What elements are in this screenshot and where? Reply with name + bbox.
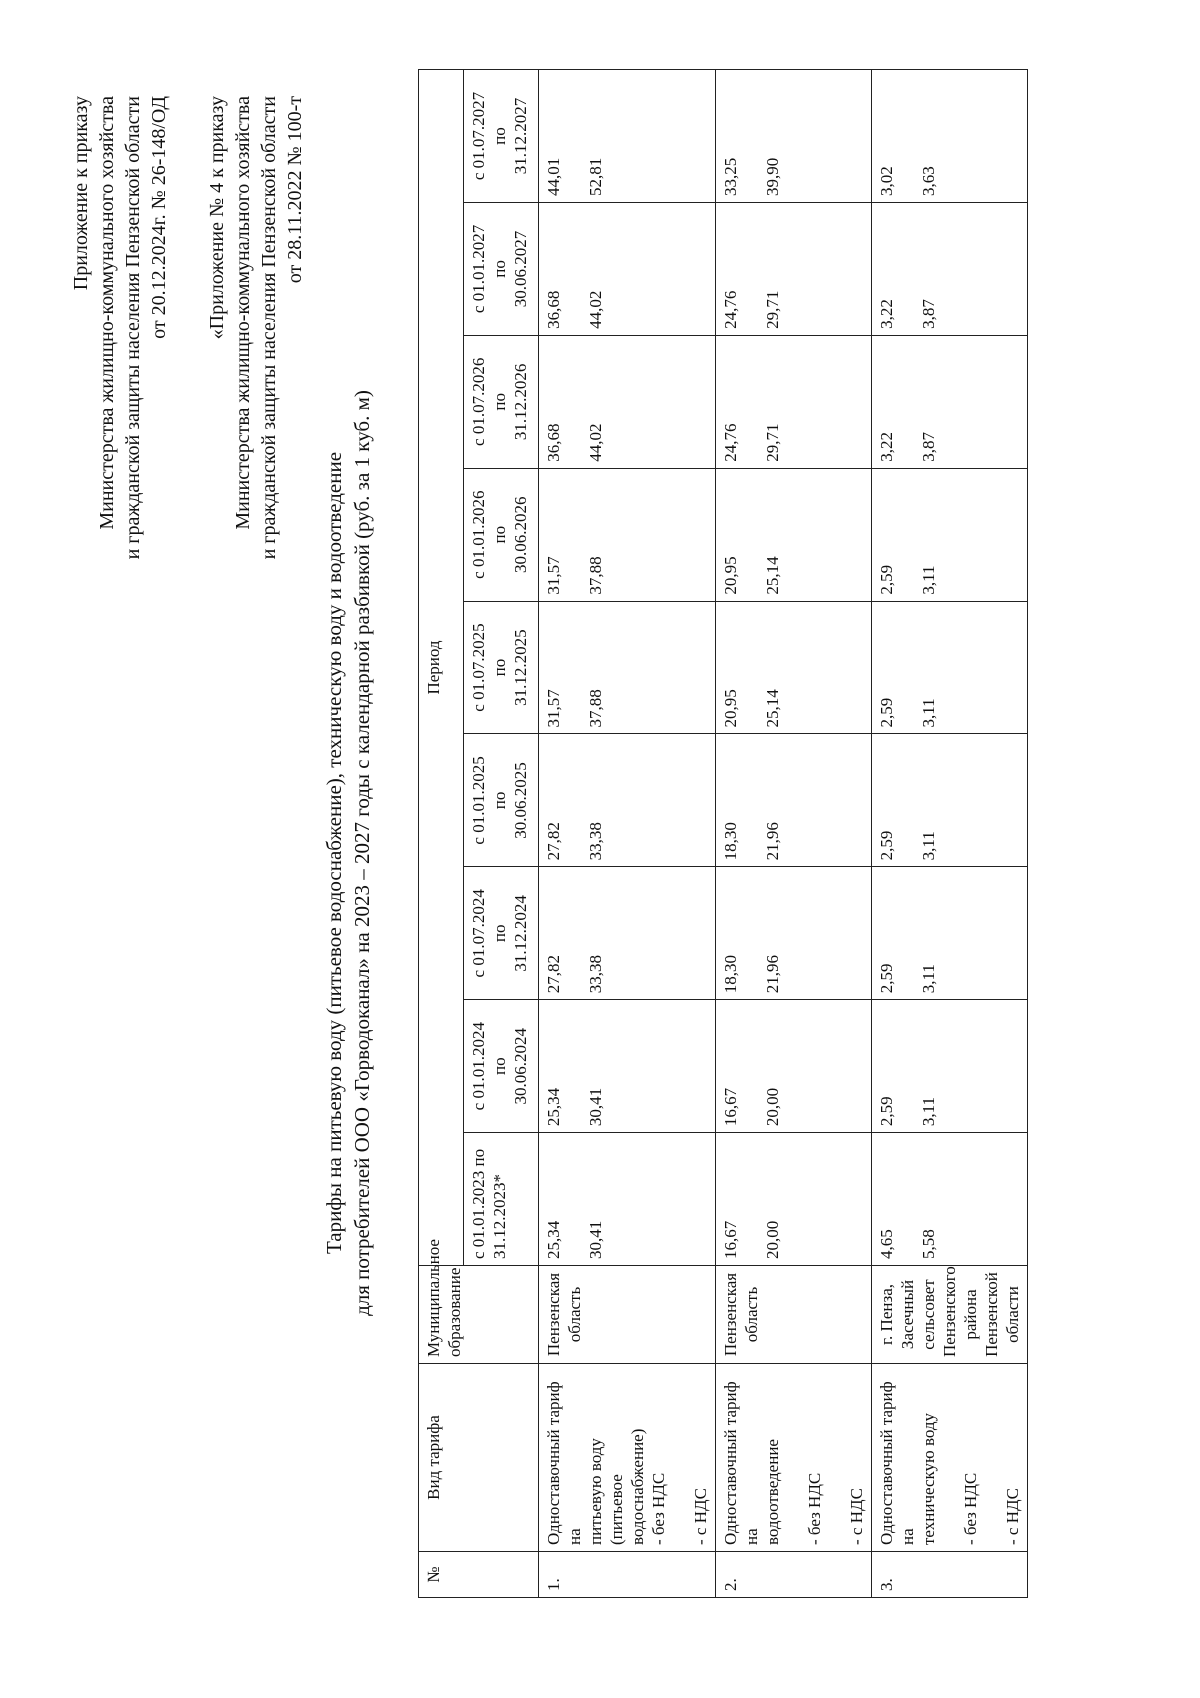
- spacer: [897, 342, 918, 462]
- value-with-vat: 20,00: [763, 1220, 782, 1259]
- tariff-type-line: Одноставочный тариф на: [721, 1381, 761, 1545]
- period-label-line: с 01.01.2025: [469, 756, 488, 845]
- municipality-cell: [716, 1266, 872, 1364]
- spacer: [897, 1139, 918, 1259]
- value-without-vat: 3,22: [877, 299, 896, 329]
- tariff-value-cell: [539, 468, 716, 601]
- municipality-cell: [872, 1266, 1028, 1364]
- value-with-vat: 30,41: [586, 1220, 605, 1259]
- appendix-line: Приложение к приказу: [70, 96, 92, 291]
- value-with-vat: 44,02: [586, 423, 605, 462]
- tariff-value-cell: [539, 1000, 716, 1133]
- appendix-header: [68, 96, 172, 559]
- spacer: [564, 1139, 585, 1259]
- tariff-type-line: водоотведение: [763, 1439, 782, 1545]
- value-without-vat: 33,25: [721, 157, 740, 196]
- tariff-value-cell: [539, 70, 716, 203]
- value-with-vat: 30,41: [586, 1087, 605, 1127]
- value-without-vat: 4,65: [877, 1229, 896, 1259]
- tariff-value-cell: [539, 867, 716, 1000]
- table-row: [716, 70, 872, 1598]
- value-without-vat: 16,67: [721, 1220, 740, 1259]
- period-label-line: по: [490, 924, 509, 943]
- value-with-vat: 39,90: [763, 157, 782, 196]
- tariff-value-cell: [872, 335, 1028, 468]
- tariff-value-cell: [872, 1000, 1028, 1133]
- with-vat-label: - с НДС: [847, 1488, 866, 1545]
- period-label-line: по: [490, 260, 509, 278]
- period-label-line: с 01.01.2024: [469, 1022, 488, 1111]
- period-label-line: 30.06.2026: [511, 496, 530, 573]
- tariff-value-cell: [872, 867, 1028, 1000]
- tariff-value-cell: [872, 203, 1028, 336]
- municipality-line: района: [961, 1289, 980, 1340]
- header-number: №: [419, 1552, 539, 1598]
- municipality-line: Пензенская: [721, 1272, 740, 1357]
- value-without-vat: 31,57: [544, 556, 563, 595]
- value-without-vat: 3,02: [877, 166, 896, 196]
- appendix-line: и гражданской защиты населения Пензенской области: [122, 96, 144, 560]
- spacer: [564, 342, 585, 462]
- value-with-vat: 21,96: [763, 955, 782, 994]
- title-line: Тарифы на питьевую воду (питьевое водоснабжение), техническую воду и водоотведение: [322, 451, 346, 1255]
- municipality-line: г. Пенза,: [877, 1284, 896, 1345]
- period-header-cell: [464, 1000, 539, 1133]
- value-without-vat: 3,22: [877, 432, 896, 462]
- period-label-line: с 01.01.2023 по: [469, 1148, 488, 1259]
- tariff-value-cell: [539, 734, 716, 867]
- municipality-line: Пензенская: [544, 1272, 563, 1357]
- period-label-line: 31.12.2026: [511, 363, 530, 441]
- tariff-value-cell: [716, 1000, 872, 1133]
- municipality-line: сельсовет: [919, 1279, 938, 1350]
- tariff-value-cell: [539, 1133, 716, 1266]
- value-without-vat: 27,82: [544, 955, 563, 994]
- tariff-value-cell: [716, 70, 872, 203]
- value-without-vat: 20,95: [721, 689, 740, 728]
- tariff-type-line: Одноставочный тариф на: [544, 1381, 584, 1545]
- period-label-line: 31.12.2024: [511, 895, 530, 972]
- table-row: [872, 70, 1028, 1598]
- value-with-vat: 3,87: [919, 432, 938, 462]
- value-with-vat: 33,38: [586, 955, 605, 994]
- value-with-vat: 52,81: [586, 157, 605, 196]
- spacer: [564, 1006, 585, 1126]
- tariff-value-cell: [872, 1133, 1028, 1266]
- period-label-line: по: [490, 658, 509, 677]
- spacer: [564, 873, 585, 993]
- tariff-type-cell: [872, 1364, 1028, 1552]
- tariff-value-cell: [872, 468, 1028, 601]
- spacer: [741, 209, 762, 329]
- tariff-type-line: питьевую воду (питьевое: [586, 1438, 626, 1545]
- period-label-line: 31.12.2023*: [490, 1174, 509, 1259]
- spacer: [564, 741, 585, 861]
- spacer: [741, 1006, 762, 1126]
- appendix-line: от 20.12.2024г. № 26-148/ОД: [148, 96, 170, 339]
- header-tariff-type: Вид тарифа: [419, 1364, 539, 1552]
- spacer: [825, 1370, 846, 1545]
- period-label-line: 30.06.2025: [511, 762, 530, 839]
- spacer: [669, 1370, 690, 1545]
- spacer: [897, 209, 918, 329]
- tariff-value-cell: [716, 203, 872, 336]
- spacer: [741, 608, 762, 728]
- period-label-line: по: [490, 393, 509, 411]
- tariff-value-cell: [716, 867, 872, 1000]
- document-title: [320, 88, 376, 1618]
- value-with-vat: 29,71: [763, 423, 782, 462]
- spacer: [897, 1006, 918, 1126]
- value-with-vat: 37,88: [586, 689, 605, 728]
- spacer: [741, 342, 762, 462]
- value-with-vat: 25,14: [763, 689, 782, 728]
- spacer: [897, 873, 918, 993]
- municipality-line: области: [1003, 1286, 1022, 1343]
- value-without-vat: 24,76: [721, 423, 740, 462]
- period-label-line: с 01.07.2024: [469, 889, 488, 978]
- period-label-line: по: [490, 791, 509, 810]
- period-label-line: 31.12.2025: [511, 629, 530, 706]
- period-header-cell: [464, 867, 539, 1000]
- municipality-line: область: [565, 1286, 584, 1343]
- value-with-vat: 25,14: [763, 556, 782, 595]
- value-with-vat: 3,11: [919, 565, 938, 595]
- municipality-cell: [539, 1266, 716, 1364]
- period-label-line: 30.06.2027: [511, 230, 530, 308]
- spacer: [741, 475, 762, 595]
- value-without-vat: 2,59: [877, 1096, 896, 1127]
- spacer: [897, 741, 918, 861]
- row-number: 2.: [716, 1552, 872, 1598]
- appendix-line: Министерства жилищно-коммунального хозяйства: [96, 96, 118, 530]
- period-label-line: по: [490, 525, 509, 544]
- tariff-value-cell: [716, 335, 872, 468]
- previous-appendix-header: [204, 96, 308, 559]
- value-without-vat: 2,59: [877, 830, 896, 861]
- tariff-type-cell: [716, 1364, 872, 1552]
- spacer: [981, 1370, 1002, 1545]
- value-with-vat: 29,71: [763, 290, 782, 329]
- without-vat-label: - без НДС: [961, 1472, 980, 1545]
- period-header-cell: [464, 1133, 539, 1266]
- value-without-vat: 27,82: [544, 822, 563, 861]
- period-label-line: 31.12.2027: [511, 97, 530, 175]
- period-header-cell: [464, 335, 539, 468]
- period-label-line: с 01.07.2026: [469, 357, 488, 446]
- without-vat-label: - без НДС: [649, 1472, 668, 1545]
- value-without-vat: 36,68: [544, 290, 563, 329]
- tariff-value-cell: [872, 70, 1028, 203]
- period-label-line: 30.06.2024: [511, 1027, 530, 1105]
- value-with-vat: 37,88: [586, 556, 605, 595]
- value-without-vat: 2,59: [877, 963, 896, 994]
- value-without-vat: 18,30: [721, 955, 740, 994]
- previous-appendix-line: от 28.11.2022 № 100-т: [284, 96, 306, 284]
- period-label-line: с 01.07.2025: [469, 623, 488, 712]
- tariff-type-cell: [539, 1364, 716, 1552]
- value-without-vat: 36,68: [544, 423, 563, 462]
- period-label-line: с 01.01.2026: [469, 490, 488, 579]
- value-with-vat: 3,11: [919, 964, 938, 994]
- spacer: [564, 76, 585, 196]
- spacer: [897, 475, 918, 595]
- tariff-type-line: Одноставочный тариф на: [877, 1381, 917, 1545]
- value-with-vat: 44,02: [586, 290, 605, 329]
- tariff-value-cell: [539, 335, 716, 468]
- tariff-value-cell: [872, 601, 1028, 734]
- period-label-line: с 01.07.2027: [469, 91, 488, 181]
- previous-appendix-line: «Приложение № 4 к приказу: [206, 96, 228, 340]
- period-header-cell: [464, 734, 539, 867]
- value-with-vat: 33,38: [586, 822, 605, 861]
- value-without-vat: 16,67: [721, 1087, 740, 1127]
- value-without-vat: 44,01: [544, 157, 563, 196]
- value-with-vat: 5,58: [919, 1229, 938, 1259]
- title-line: для потребителей ООО «Горводоканал» на 2023 – 2027 годы с календарной разбивкой (руб. за 1 куб. м): [350, 390, 374, 1316]
- value-without-vat: 20,95: [721, 556, 740, 595]
- value-without-vat: 24,76: [721, 290, 740, 329]
- value-without-vat: 2,59: [877, 564, 896, 595]
- municipality-line: область: [742, 1286, 761, 1343]
- with-vat-label: - с НДС: [691, 1488, 710, 1545]
- value-with-vat: 3,11: [919, 831, 938, 861]
- value-with-vat: 21,96: [763, 822, 782, 861]
- tariff-value-cell: [539, 203, 716, 336]
- spacer: [564, 608, 585, 728]
- header-municipality: Муниципальное образование: [419, 1266, 539, 1364]
- value-without-vat: 18,30: [721, 822, 740, 861]
- value-with-vat: 20,00: [763, 1087, 782, 1127]
- period-header-cell: [464, 601, 539, 734]
- value-with-vat: 3,11: [919, 698, 938, 728]
- spacer: [564, 209, 585, 329]
- tariff-value-cell: [872, 734, 1028, 867]
- tariff-value-cell: [716, 734, 872, 867]
- tariff-type-line: водоснабжение): [628, 1428, 647, 1545]
- period-label-line: по: [490, 127, 509, 145]
- tariff-value-cell: [716, 468, 872, 601]
- period-label-line: по: [490, 1057, 509, 1075]
- tariff-type-line: техническую воду: [919, 1412, 938, 1545]
- tariff-value-cell: [716, 601, 872, 734]
- value-without-vat: 31,57: [544, 689, 563, 728]
- period-header-cell: [464, 203, 539, 336]
- with-vat-label: - с НДС: [1003, 1488, 1022, 1545]
- table-row: [539, 70, 716, 1598]
- spacer: [783, 1370, 804, 1545]
- period-header-cell: [464, 468, 539, 601]
- tariff-value-cell: [716, 1133, 872, 1266]
- municipality-line: Засечный: [898, 1279, 917, 1350]
- spacer: [741, 741, 762, 861]
- header-period: Период: [419, 70, 464, 1266]
- value-without-vat: 25,34: [544, 1087, 563, 1127]
- tariff-value-cell: [539, 601, 716, 734]
- spacer: [897, 608, 918, 728]
- spacer: [564, 475, 585, 595]
- row-number: 3.: [872, 1552, 1028, 1598]
- row-number: 1.: [539, 1552, 716, 1598]
- period-label-line: с 01.01.2027: [469, 224, 488, 314]
- municipality-line: Пензенского: [940, 1266, 959, 1357]
- value-with-vat: 3,11: [919, 1097, 938, 1127]
- spacer: [741, 873, 762, 993]
- spacer: [939, 1370, 960, 1545]
- value-with-vat: 3,63: [919, 166, 938, 196]
- previous-appendix-line: Министерства жилищно-коммунального хозяйства: [232, 96, 254, 530]
- value-with-vat: 3,87: [919, 299, 938, 329]
- table-header-row: [419, 70, 464, 1598]
- without-vat-label: - без НДС: [805, 1472, 824, 1545]
- spacer: [741, 1139, 762, 1259]
- tariff-table: [418, 69, 1028, 1598]
- spacer: [897, 76, 918, 196]
- value-without-vat: 2,59: [877, 697, 896, 728]
- spacer: [741, 76, 762, 196]
- municipality-line: Пензенской: [982, 1272, 1001, 1357]
- period-header-cell: [464, 70, 539, 203]
- previous-appendix-line: и гражданской защиты населения Пензенской области: [258, 96, 280, 560]
- value-without-vat: 25,34: [544, 1220, 563, 1259]
